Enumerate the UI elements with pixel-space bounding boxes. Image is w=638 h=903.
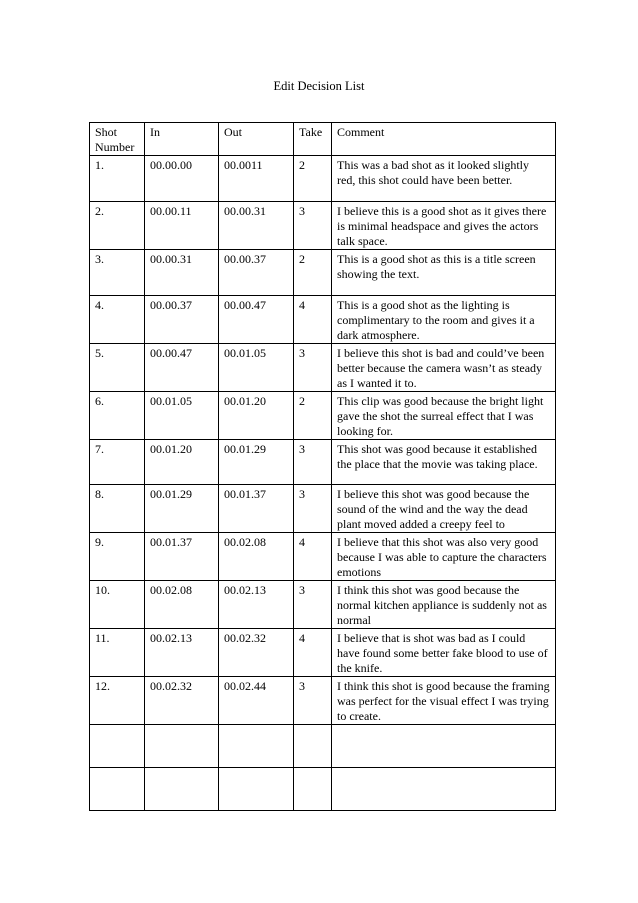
cell-out: 00.02.44	[219, 677, 294, 725]
cell-take: 3	[294, 344, 332, 392]
cell-take: 3	[294, 202, 332, 250]
table-row	[90, 533, 556, 581]
cell-shot: 10.	[90, 581, 145, 629]
table-row	[90, 344, 556, 392]
cell-out: 00.00.31	[219, 202, 294, 250]
empty-cell	[332, 725, 556, 768]
table-row	[90, 296, 556, 344]
cell-comment: This is a good shot as the lighting is complimentary to the room and gives it a dark atmosphere.	[332, 296, 556, 344]
cell-shot: 12.	[90, 677, 145, 725]
table-row	[90, 581, 556, 629]
cell-out: 00.0011	[219, 156, 294, 202]
cell-in: 00.02.13	[145, 629, 219, 677]
table-row	[90, 392, 556, 440]
cell-take: 2	[294, 392, 332, 440]
cell-out: 00.02.08	[219, 533, 294, 581]
cell-shot: 8.	[90, 485, 145, 533]
cell-in: 00.02.08	[145, 581, 219, 629]
empty-cell	[90, 768, 145, 811]
table-row	[90, 440, 556, 485]
cell-in: 00.01.20	[145, 440, 219, 485]
table-row	[90, 156, 556, 202]
cell-comment: I believe that this shot was also very good because I was able to capture the characters emotions	[332, 533, 556, 581]
cell-shot: 1.	[90, 156, 145, 202]
cell-out: 00.01.20	[219, 392, 294, 440]
cell-shot: 6.	[90, 392, 145, 440]
empty-table-row	[90, 725, 556, 768]
cell-take: 3	[294, 485, 332, 533]
cell-in: 00.01.29	[145, 485, 219, 533]
cell-take: 4	[294, 533, 332, 581]
edit-decision-table	[89, 122, 556, 811]
cell-in: 00.00.31	[145, 250, 219, 296]
cell-shot: 9.	[90, 533, 145, 581]
empty-cell	[90, 725, 145, 768]
cell-take: 4	[294, 629, 332, 677]
cell-in: 00.01.05	[145, 392, 219, 440]
table-header-row	[90, 123, 556, 156]
cell-shot: 4.	[90, 296, 145, 344]
cell-take: 2	[294, 156, 332, 202]
cell-comment: This shot was good because it established the place that the movie was taking place.	[332, 440, 556, 485]
cell-shot: 11.	[90, 629, 145, 677]
header-take: Take	[294, 123, 332, 156]
empty-table-row	[90, 768, 556, 811]
cell-out: 00.01.05	[219, 344, 294, 392]
cell-shot: 3.	[90, 250, 145, 296]
empty-cell	[145, 768, 219, 811]
empty-cell	[219, 768, 294, 811]
cell-take: 2	[294, 250, 332, 296]
cell-take: 3	[294, 581, 332, 629]
empty-cell	[145, 725, 219, 768]
table-row	[90, 250, 556, 296]
cell-comment: I believe that is shot was bad as I could have found some better fake blood to use of the knife.	[332, 629, 556, 677]
cell-comment: I believe this shot is bad and could’ve been better because the camera wasn’t as steady as I wanted it to.	[332, 344, 556, 392]
table-row	[90, 485, 556, 533]
cell-out: 00.02.13	[219, 581, 294, 629]
cell-take: 3	[294, 440, 332, 485]
cell-in: 00.00.37	[145, 296, 219, 344]
header-comment: Comment	[332, 123, 556, 156]
empty-cell	[294, 768, 332, 811]
empty-cell	[219, 725, 294, 768]
empty-cell	[294, 725, 332, 768]
cell-out: 00.00.37	[219, 250, 294, 296]
cell-comment: I believe this shot was good because the sound of the wind and the way the dead plant moved added a creepy feel to	[332, 485, 556, 533]
cell-comment: I think this shot is good because the framing was perfect for the visual effect I was trying to create.	[332, 677, 556, 725]
cell-comment: This was a bad shot as it looked slightly red, this shot could have been better.	[332, 156, 556, 202]
cell-take: 3	[294, 677, 332, 725]
cell-comment: This clip was good because the bright light gave the shot the surreal effect that I was looking for.	[332, 392, 556, 440]
cell-comment: This is a good shot as this is a title screen showing the text.	[332, 250, 556, 296]
header-out: Out	[219, 123, 294, 156]
empty-cell	[332, 768, 556, 811]
cell-in: 00.02.32	[145, 677, 219, 725]
table-row	[90, 629, 556, 677]
cell-out: 00.01.37	[219, 485, 294, 533]
table-row	[90, 677, 556, 725]
cell-in: 00.00.47	[145, 344, 219, 392]
cell-shot: 2.	[90, 202, 145, 250]
table-row	[90, 202, 556, 250]
cell-comment: I believe this is a good shot as it gives there is minimal headspace and gives the actors talk space.	[332, 202, 556, 250]
cell-out: 00.02.32	[219, 629, 294, 677]
header-shot-number: Shot Number	[90, 123, 145, 156]
cell-in: 00.00.00	[145, 156, 219, 202]
cell-out: 00.01.29	[219, 440, 294, 485]
header-in: In	[145, 123, 219, 156]
cell-in: 00.01.37	[145, 533, 219, 581]
document-title: Edit Decision List	[273, 79, 365, 93]
cell-in: 00.00.11	[145, 202, 219, 250]
cell-take: 4	[294, 296, 332, 344]
cell-shot: 7.	[90, 440, 145, 485]
cell-comment: I think this shot was good because the normal kitchen appliance is suddenly not as normal	[332, 581, 556, 629]
cell-shot: 5.	[90, 344, 145, 392]
cell-out: 00.00.47	[219, 296, 294, 344]
